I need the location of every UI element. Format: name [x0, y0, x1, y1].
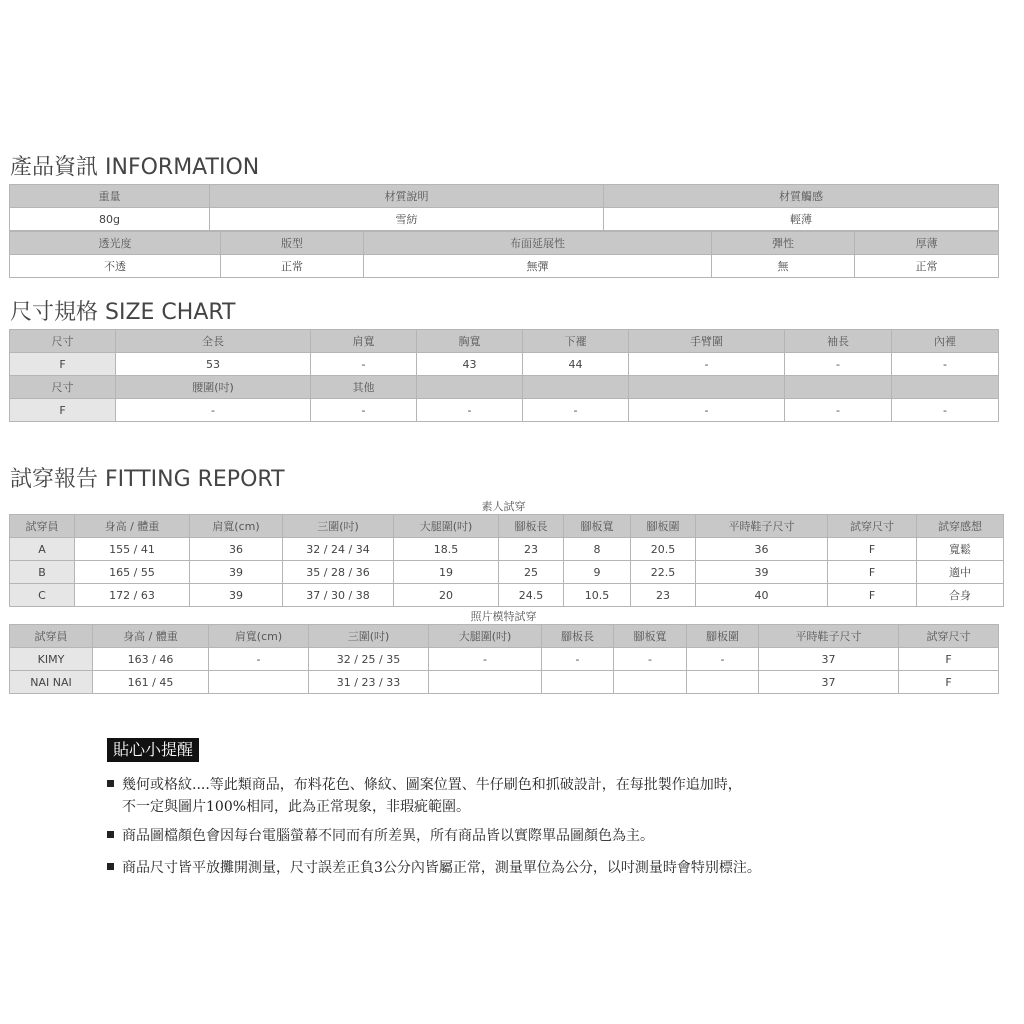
value-cell: - — [785, 353, 892, 376]
value-cell — [687, 671, 759, 694]
value-cell: 無 — [712, 255, 855, 278]
value-cell: F — [828, 561, 917, 584]
header-cell: 材質觸感 — [604, 185, 999, 208]
value-cell: 19 — [394, 561, 499, 584]
header-cell — [785, 376, 892, 399]
amateur-fitting-caption: 素人試穿 — [481, 500, 526, 513]
value-cell: - — [785, 399, 892, 422]
table-row — [10, 208, 999, 231]
value-cell: 32 / 24 / 34 — [283, 538, 394, 561]
tester-cell: A — [10, 538, 75, 561]
value-cell: 80g — [10, 208, 210, 231]
value-cell: - — [614, 648, 687, 671]
value-cell: - — [523, 399, 629, 422]
header-cell: 試穿員 — [10, 515, 75, 538]
header-cell: 試穿尺寸 — [828, 515, 917, 538]
size-chart-title: 尺寸規格 SIZE CHART — [10, 300, 236, 325]
table-header-row — [10, 376, 999, 399]
header-cell: 尺寸 — [10, 376, 116, 399]
header-cell: 下襬 — [523, 330, 629, 353]
table-header-row — [10, 625, 999, 648]
square-bullet-icon — [107, 780, 114, 787]
value-cell: - — [542, 648, 614, 671]
value-cell — [429, 671, 542, 694]
header-cell: 透光度 — [10, 232, 221, 255]
table-row — [10, 255, 999, 278]
table-row — [10, 538, 1004, 561]
tester-cell: B — [10, 561, 75, 584]
header-cell: 腳板寬 — [564, 515, 631, 538]
value-cell: 9 — [564, 561, 631, 584]
value-cell: 161 / 45 — [93, 671, 209, 694]
value-cell: 25 — [499, 561, 564, 584]
value-cell: - — [311, 353, 417, 376]
value-cell: 163 / 46 — [93, 648, 209, 671]
value-cell: 正常 — [855, 255, 999, 278]
header-cell: 試穿員 — [10, 625, 93, 648]
value-cell: 20.5 — [631, 538, 696, 561]
value-cell: 23 — [499, 538, 564, 561]
header-cell — [629, 376, 785, 399]
table-row — [10, 671, 999, 694]
tip-text: 幾何或格紋....等此類商品，布料花色、條紋、圖案位置、牛仔刷色和抓破設計，在每批製作追加時， — [122, 777, 742, 793]
value-cell: - — [417, 399, 523, 422]
header-cell: 材質說明 — [210, 185, 604, 208]
size-cell: F — [10, 353, 116, 376]
header-cell: 腳板長 — [499, 515, 564, 538]
header-cell: 內裡 — [892, 330, 999, 353]
value-cell: 35 / 28 / 36 — [283, 561, 394, 584]
value-cell: 39 — [696, 561, 828, 584]
value-cell: 31 / 23 / 33 — [309, 671, 429, 694]
table-row — [10, 584, 1004, 607]
value-cell: 24.5 — [499, 584, 564, 607]
value-cell: F — [899, 648, 999, 671]
information-table-2 — [9, 231, 999, 278]
header-cell: 布面延展性 — [364, 232, 712, 255]
information-table-1 — [9, 184, 999, 231]
value-cell: 20 — [394, 584, 499, 607]
value-cell: 53 — [116, 353, 311, 376]
header-cell: 手臂圍 — [629, 330, 785, 353]
size-cell: F — [10, 399, 116, 422]
tester-cell: NAI NAI — [10, 671, 93, 694]
value-cell: F — [828, 538, 917, 561]
value-cell: 18.5 — [394, 538, 499, 561]
header-cell: 三圍(吋) — [309, 625, 429, 648]
table-header-row — [10, 185, 999, 208]
header-cell — [417, 376, 523, 399]
header-cell: 試穿尺寸 — [899, 625, 999, 648]
header-cell: 全長 — [116, 330, 311, 353]
table-row — [10, 353, 999, 376]
header-cell: 三圍(吋) — [283, 515, 394, 538]
value-cell: 23 — [631, 584, 696, 607]
table-header-row — [10, 232, 999, 255]
value-cell: 輕薄 — [604, 208, 999, 231]
value-cell: 37 — [759, 671, 899, 694]
header-cell: 平時鞋子尺寸 — [759, 625, 899, 648]
value-cell: 10.5 — [564, 584, 631, 607]
header-cell: 腰圍(吋) — [116, 376, 311, 399]
tester-cell: KIMY — [10, 648, 93, 671]
value-cell: - — [629, 353, 785, 376]
header-cell: 肩寬 — [311, 330, 417, 353]
tip-text-continued: 不一定與圖片100%相同，此為正常現象，非瑕疵範圍。 — [122, 799, 471, 815]
value-cell: 合身 — [917, 584, 1004, 607]
value-cell: - — [116, 399, 311, 422]
value-cell: 寬鬆 — [917, 538, 1004, 561]
value-cell: 172 / 63 — [75, 584, 190, 607]
value-cell: 44 — [523, 353, 629, 376]
header-cell: 尺寸 — [10, 330, 116, 353]
header-cell: 厚薄 — [855, 232, 999, 255]
model-fitting-caption: 照片模特試穿 — [470, 610, 537, 623]
tips-title: 貼心小提醒 — [107, 738, 199, 762]
header-cell: 腳板寬 — [614, 625, 687, 648]
tip-text: 商品尺寸皆平放攤開測量，尺寸誤差正負3公分內皆屬正常，測量單位為公分，以吋測量時會特別標注。 — [122, 860, 761, 876]
header-cell: 腳板圍 — [687, 625, 759, 648]
tip-item-1 — [107, 774, 742, 818]
header-cell: 肩寬(cm) — [190, 515, 283, 538]
header-cell: 身高 / 體重 — [93, 625, 209, 648]
header-cell: 版型 — [221, 232, 364, 255]
value-cell: 36 — [190, 538, 283, 561]
value-cell: 22.5 — [631, 561, 696, 584]
table-row — [10, 648, 999, 671]
value-cell: 8 — [564, 538, 631, 561]
size-chart-table — [9, 329, 999, 422]
value-cell: 37 — [759, 648, 899, 671]
square-bullet-icon — [107, 863, 114, 870]
table-row — [10, 561, 1004, 584]
value-cell: 適中 — [917, 561, 1004, 584]
amateur-fitting-table — [9, 514, 1004, 607]
value-cell: - — [629, 399, 785, 422]
value-cell: 雪紡 — [210, 208, 604, 231]
value-cell: - — [429, 648, 542, 671]
value-cell: 39 — [190, 584, 283, 607]
header-cell: 肩寬(cm) — [209, 625, 309, 648]
value-cell — [542, 671, 614, 694]
value-cell — [209, 671, 309, 694]
value-cell: 32 / 25 / 35 — [309, 648, 429, 671]
header-cell: 袖長 — [785, 330, 892, 353]
value-cell: - — [209, 648, 309, 671]
value-cell: 不透 — [10, 255, 221, 278]
value-cell: - — [892, 353, 999, 376]
tip-text: 商品圖檔顏色會因每台電腦螢幕不同而有所差異，所有商品皆以實際單品圖顏色為主。 — [122, 828, 654, 844]
value-cell: - — [311, 399, 417, 422]
table-header-row — [10, 515, 1004, 538]
value-cell: 155 / 41 — [75, 538, 190, 561]
table-header-row — [10, 330, 999, 353]
header-cell: 大腿圍(吋) — [429, 625, 542, 648]
value-cell: F — [899, 671, 999, 694]
header-cell: 其他 — [311, 376, 417, 399]
value-cell: - — [892, 399, 999, 422]
fitting-report-title: 試穿報告 FITTING REPORT — [10, 467, 285, 492]
value-cell: 正常 — [221, 255, 364, 278]
square-bullet-icon — [107, 831, 114, 838]
value-cell: 43 — [417, 353, 523, 376]
information-title: 產品資訊 INFORMATION — [10, 155, 260, 180]
value-cell: 37 / 30 / 38 — [283, 584, 394, 607]
tester-cell: C — [10, 584, 75, 607]
header-cell: 身高 / 體重 — [75, 515, 190, 538]
value-cell: 36 — [696, 538, 828, 561]
header-cell: 腳板圍 — [631, 515, 696, 538]
value-cell: F — [828, 584, 917, 607]
header-cell: 彈性 — [712, 232, 855, 255]
tip-item-2 — [107, 825, 654, 847]
value-cell: 39 — [190, 561, 283, 584]
value-cell: - — [687, 648, 759, 671]
header-cell: 大腿圍(吋) — [394, 515, 499, 538]
header-cell: 試穿感想 — [917, 515, 1004, 538]
model-fitting-table — [9, 624, 999, 694]
value-cell: 40 — [696, 584, 828, 607]
header-cell: 平時鞋子尺寸 — [696, 515, 828, 538]
value-cell: 165 / 55 — [75, 561, 190, 584]
table-row — [10, 399, 999, 422]
tip-item-3 — [107, 857, 761, 879]
header-cell: 腳板長 — [542, 625, 614, 648]
header-cell: 重量 — [10, 185, 210, 208]
value-cell: 無彈 — [364, 255, 712, 278]
value-cell — [614, 671, 687, 694]
header-cell — [523, 376, 629, 399]
header-cell: 胸寬 — [417, 330, 523, 353]
header-cell — [892, 376, 999, 399]
